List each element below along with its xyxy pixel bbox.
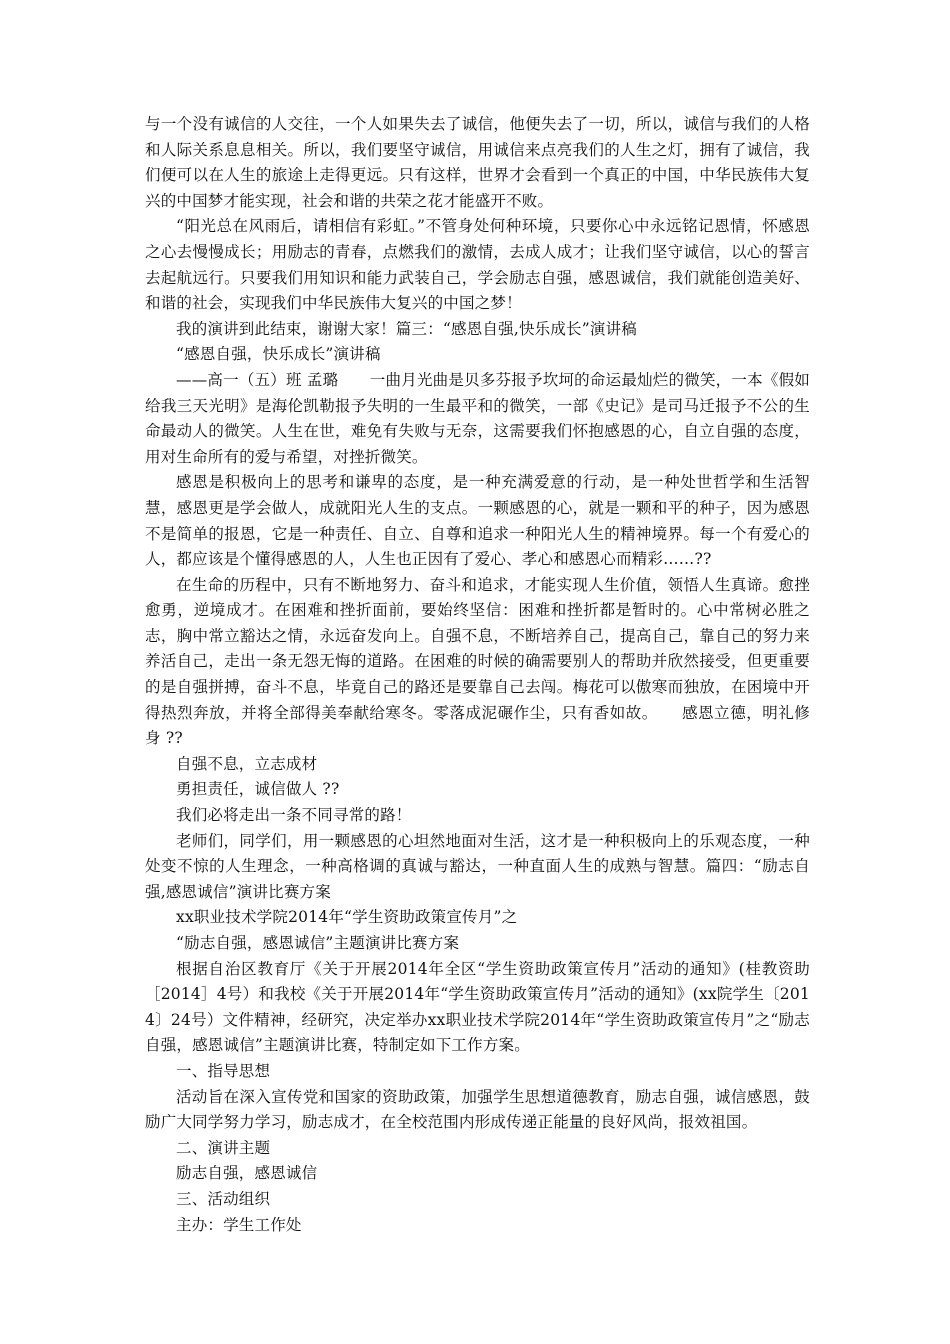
document-body <box>145 112 810 1238</box>
section-heading-2: 二、演讲主题 <box>176 1138 271 1157</box>
organizer-text: 主办：学生工作处 <box>176 1215 302 1234</box>
slogan-line-1: 自强不息，立志成材 <box>176 754 318 773</box>
theme-text: 励志自强，感恩诚信 <box>176 1164 318 1183</box>
paragraph-6: 感恩是积极向上的思考和谦卑的态度，是一种充满爱意的行动，是一种处世哲学和生活智慧，感恩更是学会做人，成就阳光人生的支点。一颗感恩的心，就是一颗和平的种子，因为感恩不是简单的报恩，它是一种责任、自立、自尊和追求一种阳光人生的精神境界。每一个有爱心的人，都应该是个懂得感恩的人，人生也正因有了爱心、孝心和感恩心而精彩……?? <box>145 473 810 569</box>
paragraph-2: “阳光总在风雨后，请相信有彩虹。”不管身处何种环境，只要你心中永远铭记恩情，怀感恩之心去慢慢成长；用励志的青春，点燃我们的激情，去成人成才；让我们坚守诚信，以心的誓言去起航远行。只要我们用知识和能力武装自己，学会励志自强，感恩诚信，我们就能创造美好、和谐的社会，实现我们中华民族伟大复兴的中国之梦！ <box>145 217 810 313</box>
paragraph-14: 根据自治区教育厅《关于开展2014年全区“学生资助政策宣传月”活动的通知》(桂教资助［2014］4号）和我校《关于开展2014年“学生资助政策宣传月”活动的通知》(xx院学生〔2014〕24号）文件精神，经研究，决定举办xx职业技术学院2014年“学生资助政策宣传月”之“励志自强，感恩诚信”主题演讲比赛，特制定如下工作方案。 <box>145 959 810 1055</box>
paragraph-16: 活动旨在深入宣传党和国家的资助政策，加强学生思想道德教育，励志自强，诚信感恩，鼓励广大同学努力学习，励志成才，在全校范围内形成传递正能量的良好风尚，报效祖国。 <box>145 1087 810 1132</box>
paragraph-1: 与一个没有诚信的人交往，一个人如果失去了诚信，他便失去了一切，所以，诚信与我们的人格和人际关系息息相关。所以，我们要坚守诚信，用诚信来点亮我们的人生之灯，拥有了诚信，我们便可以在人生的旅途上走得更远。只有这样，世界才会看到一个真正的中国，中华民族伟大复兴的中国梦才能实现，社会和谐的共荣之花才能盛开不败。 <box>145 115 810 210</box>
paragraph-11: 老师们，同学们，用一颗感恩的心坦然地面对生活，这才是一种积极向上的乐观态度，一种处变不惊的人生理念，一种高格调的真诚与豁达，一种直面人生的成熟与智慧。篇四：“励志自强,感恩诚信”演讲比赛方案 <box>145 831 810 901</box>
paragraph-5: ——高一（五）班 孟璐 一曲月光曲是贝多芬报予坎坷的命运最灿烂的微笑，一本《假如给我三天光明》是海伦凯勒报予失明的一生最平和的微笑，一部《史记》是司马迁报予不公的生命最动人的微笑。人生在世，难免有失败与无奈，这需要我们怀抱感恩的心，自立自强的态度，用对生命所有的爱与希望，对挫折微笑。 <box>145 370 810 466</box>
section-heading-3: 三、活动组织 <box>176 1189 271 1208</box>
section-heading-1: 一、指导思想 <box>176 1061 271 1080</box>
paragraph-7: 在生命的历程中，只有不断地努力、奋斗和追求，才能实现人生价值，领悟人生真谛。愈挫愈勇，逆境成才。在困难和挫折面前，要始终坚信：困难和挫折都是暂时的。心中常树必胜之志，胸中常立豁达之情，永远奋发向上。自强不息，不断培养自己，提高自己，靠自己的努力来养活自己，走出一条无怨无悔的道路。在困难的时候的确需要别人的帮助并欣然接受，但更重要的是自强拼搏，奋斗不息，毕竟自己的路还是要靠自己去闯。梅花可以傲寒而独放，在困境中开得热烈奔放，并将全部得美奉献给寒冬。零落成泥碾作尘，只有香如故。 感恩立德，明礼修身 ?? <box>145 575 810 748</box>
plan-title-line-1: xx职业技术学院2014年“学生资助政策宣传月”之 <box>176 908 518 927</box>
slogan-line-3: 我们必将走出一条不同寻常的路！ <box>176 806 412 825</box>
speech-title: “感恩自强，快乐成长”演讲稿 <box>176 345 381 364</box>
paragraph-3: 我的演讲到此结束，谢谢大家！篇三：“感恩自强,快乐成长”演讲稿 <box>176 319 637 338</box>
plan-title-line-2: “励志自强，感恩诚信”主题演讲比赛方案 <box>176 934 460 952</box>
slogan-line-2: 勇担责任，诚信做人 ?? <box>176 780 340 799</box>
